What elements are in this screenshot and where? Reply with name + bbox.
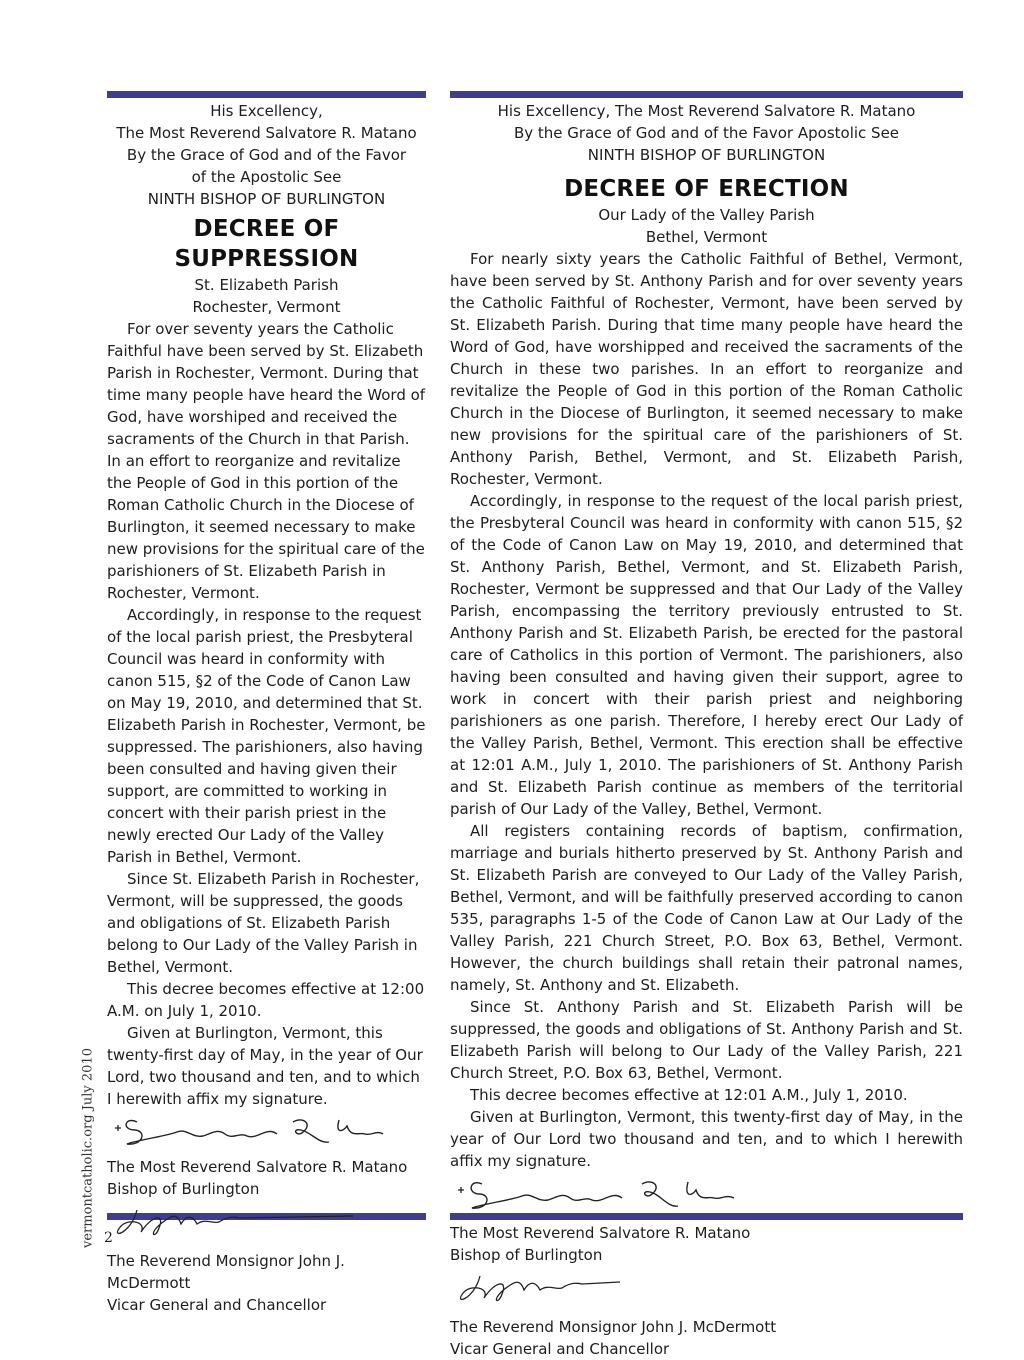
signer-title: Vicar General and Chancellor (107, 1296, 327, 1314)
right-header (450, 100, 963, 166)
left-subtitle (107, 274, 426, 318)
paragraph: All registers containing records of baptism, confirmation, marriage and burials hitherto preserved by St. Anthony Parish and St. Elizabeth Parish are conveyed to Our Lady of the Valley Parish, Bethel, Vermont, and will be faithfully preserved according to canon 535, paragraphs 1-5 of the Code of Canon Law at Our Lady of the Valley Parish, 221 Church Street, P.O. Box 63, Bethel, Vermont. However, the church buildings shall retain their patronal names, namely, St. Anthony and St. Elizabeth. (450, 822, 963, 994)
right-subtitle (450, 204, 963, 248)
header-line: His Excellency, The Most Reverend Salvatore R. Matano (497, 102, 916, 120)
header-line: The Most Reverend Salvatore R. Matano (116, 124, 417, 142)
suppression-decree-column (107, 100, 426, 1316)
signer-name: The Reverend Monsignor John J. McDermott (107, 1252, 345, 1292)
chancellor-signature (107, 1204, 387, 1244)
parish-name: Our Lady of the Valley Parish (598, 206, 815, 224)
header-line: His Excellency, (210, 102, 323, 120)
chancellor-signature-script (450, 1270, 585, 1274)
header-line: By the Grace of God and of the Favor (126, 146, 407, 164)
parish-location: Bethel, Vermont (645, 228, 768, 246)
header-line: NINTH BISHOP OF BURLINGTON (147, 190, 386, 208)
right-top-rule (450, 91, 963, 98)
bishop-signature (450, 1176, 750, 1216)
paragraph: Accordingly, in response to the request of the local parish priest, the Presbyteral Council was heard in conformity with canon 515, §2 of the Code of Canon Law on May 19, 2010, and determined that St. Anthony Parish, Bethel, Vermont, and St. Elizabeth Parish, Rochester, Vermont be suppressed and that Our Lady of the Valley Parish, encompassing the territory previously entrusted to St. Anthony Parish and St. Elizabeth Parish, be erected for the pastoral care of Catholics in this portion of Vermont. The parishioners, also having been consulted and having given their support, agree to work in concert with their parish priest and neighboring parishioners as one parish. Therefore, I hereby erect Our Lady of the Valley Parish, Bethel, Vermont. This erection shall be effective at 12:01 A.M., July 1, 2010. The parishioners of St. Anthony Parish and St. Elizabeth Parish continue as members of the territorial parish of Our Lady of the Valley, Bethel, Vermont. (450, 492, 963, 818)
signer-name: The Most Reverend Salvatore R. Matano (107, 1158, 408, 1176)
signer-title: Vicar General and Chancellor (450, 1340, 670, 1358)
paragraph: This decree becomes effective at 12:01 A.M., July 1, 2010. (470, 1086, 908, 1104)
chancellor-signature (450, 1270, 750, 1310)
page-number: 2 (104, 1230, 113, 1246)
chancellor-signature-block (107, 1204, 426, 1316)
paragraph: Since St. Anthony Parish and St. Elizabeth Parish will be suppressed, the goods and obligations of St. Anthony Parish and St. Elizabeth Parish will belong to Our Lady of the Valley Parish, 221 Church Street, P.O. Box 63, Bethel, Vermont. (450, 998, 963, 1082)
parish-location: Rochester, Vermont (192, 298, 341, 316)
bishop-signature-block (107, 1114, 426, 1200)
signer-name: The Reverend Monsignor John J. McDermott (450, 1318, 777, 1336)
paragraph: For over seventy years the Catholic Faithful have been served by St. Elizabeth Parish in Rochester, Vermont. During that time many people have heard the Word of God, have worshiped and received the sacraments of the Church in that Parish. In an effort to reorganize and revitalize the People of God in this portion of the Roman Catholic Church in the Diocese of Burlington, it seemed necessary to make new provisions for the spiritual care of the parishioners of St. Elizabeth Parish in Rochester, Vermont. (107, 320, 426, 602)
left-top-rule (107, 91, 426, 98)
publication-label: vermontcatholic.org July 2010 (80, 1048, 96, 1248)
chancellor-signature-block (450, 1270, 963, 1360)
decree-title: DECREE OF ERECTION (564, 176, 849, 202)
signer-name: The Most Reverend Salvatore R. Matano (450, 1224, 751, 1242)
header-line: By the Grace of God and of the Favor Apostolic See (513, 124, 900, 142)
chancellor-signature-script (107, 1204, 242, 1208)
paragraph: Accordingly, in response to the request of the local parish priest, the Presbyteral Council was heard in conformity with canon 515, §2 of the Code of Canon Law on May 19, 2010, and determined that St. Elizabeth Parish in Rochester, Vermont, be suppressed. The parishioners, also having been consulted and having given their support, are committed to working in concert with their parish priest in the newly erected Our Lady of the Valley Parish in Bethel, Vermont. (107, 606, 426, 866)
left-header (107, 100, 426, 210)
paragraph: Since St. Elizabeth Parish in Rochester, Vermont, will be suppressed, the goods and obligations of St. Elizabeth Parish belong to Our Lady of the Valley Parish in Bethel, Vermont. (107, 870, 420, 976)
paragraph: Given at Burlington, Vermont, this twenty-first day of May, in the year of Our Lord two thousand and ten, and to which I herewith affix my signature. (450, 1108, 963, 1170)
bishop-signature-script (107, 1114, 258, 1118)
paragraph: Given at Burlington, Vermont, this twenty-first day of May, in the year of Our Lord, two thousand and ten, and to which I herewith affix my signature. (107, 1024, 423, 1108)
bishop-signature-script (450, 1176, 601, 1180)
header-line: NINTH BISHOP OF BURLINGTON (587, 146, 826, 164)
header-line: of the Apostolic See (191, 168, 342, 186)
paragraph: For nearly sixty years the Catholic Faithful of Bethel, Vermont, have been served by St. Anthony Parish and for over seventy years the Catholic Faithful of Rochester, Vermont, have been served by St. Elizabeth Parish. During that time many people have heard the Word of God, have worshipped and received the sacraments of the Church in these two parishes. In an effort to reorganize and revitalize the People of God in this portion of the Roman Catholic Church in the Diocese of Burlington, it seemed necessary to make new provisions for the spiritual care of the parishioners of St. Anthony Parish, Bethel, Vermont, and St. Elizabeth Parish, Rochester, Vermont. (450, 250, 963, 488)
bishop-signature (107, 1114, 387, 1150)
paragraph: This decree becomes effective at 12:00 A.M. on July 1, 2010. (107, 980, 425, 1020)
decree-title: DECREE OF SUPPRESSION (174, 216, 359, 272)
signer-title: Bishop of Burlington (107, 1180, 260, 1198)
parish-name: St. Elizabeth Parish (194, 276, 339, 294)
publication-sidebar (74, 1048, 102, 1248)
erection-decree-column (450, 100, 963, 1360)
signer-title: Bishop of Burlington (450, 1246, 603, 1264)
bishop-signature-block (450, 1176, 963, 1266)
